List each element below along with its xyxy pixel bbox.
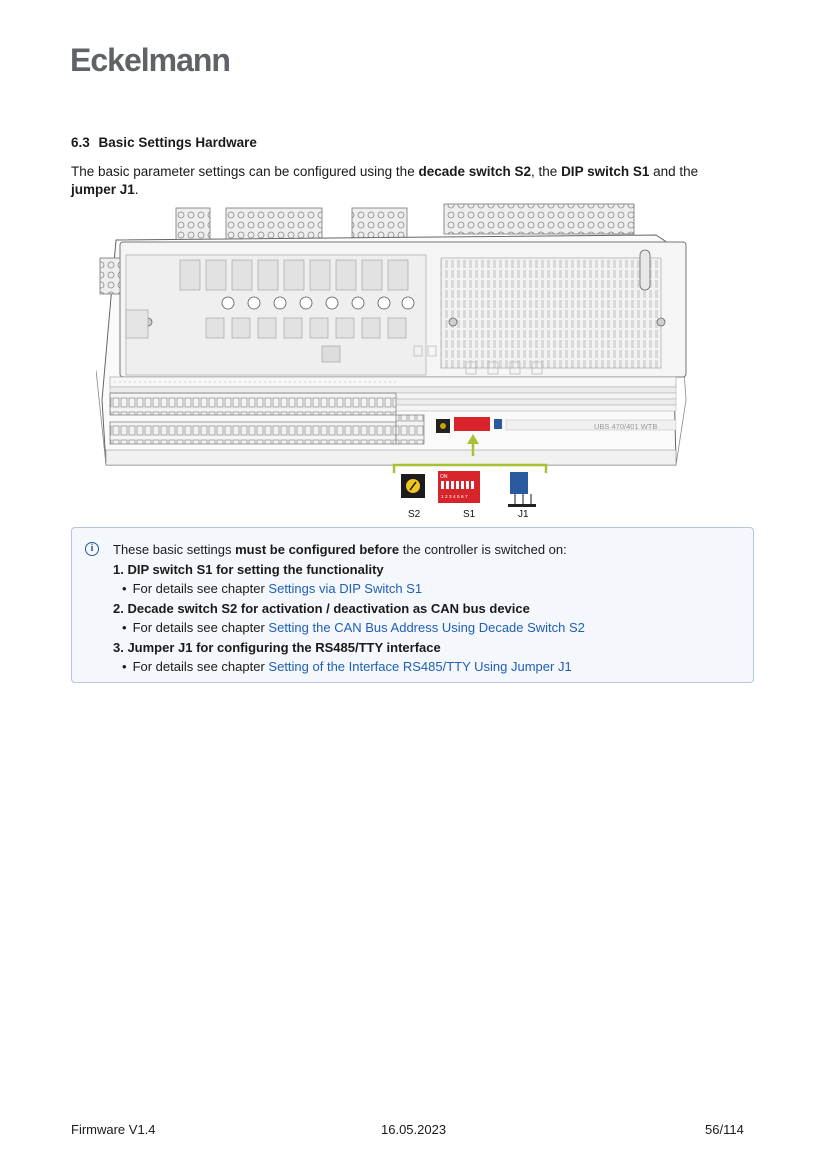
eckelmann-logo: Eckelmann (70, 42, 230, 78)
controller-hardware-illustration (96, 200, 696, 530)
s1-label: S1 (463, 509, 476, 520)
info-item-1-title: 1. DIP switch S1 for setting the functionality (113, 561, 384, 577)
section-heading (71, 135, 257, 150)
info-item-3-detail (113, 657, 743, 677)
section-title: Basic Settings Hardware (98, 135, 257, 150)
intro-text-4: . (134, 182, 139, 197)
info-item-3-detail-text: For details see chapter (132, 659, 269, 674)
intro-bold-dip-switch: DIP switch S1 (561, 164, 650, 179)
footer-date: 16.05.2023 (381, 1122, 447, 1137)
link-interface-rs485-tty[interactable]: Setting of the Interface RS485/TTY Using Jumper J1 (268, 659, 572, 674)
footer-firmware: Firmware V1.4 (71, 1122, 156, 1137)
j1-label: J1 (518, 509, 529, 520)
info-intro (113, 540, 743, 560)
info-item-1-detail-text: For details see chapter (132, 581, 269, 596)
dip-on-label: ON (440, 474, 448, 480)
info-item-2-detail (113, 618, 743, 638)
info-intro-bold: must be configured before (235, 542, 400, 557)
dip-numbers-label: 1 2 3 4 5 6 7 (441, 495, 468, 500)
info-body (113, 540, 743, 677)
info-panel (71, 527, 754, 683)
info-item-3-title: 3. Jumper J1 for configuring the RS485/TTY interface (113, 639, 441, 655)
intro-paragraph (71, 163, 761, 199)
serial-number-label: UBS 470/401 WTB (594, 422, 658, 431)
info-item-1-detail (113, 579, 743, 599)
intro-text-1: The basic parameter settings can be configured using the (71, 164, 419, 179)
info-intro-text-2: the controller is switched on: (399, 542, 567, 557)
info-item-2-detail-text: For details see chapter (132, 620, 269, 635)
intro-bold-jumper: jumper J1 (71, 182, 135, 197)
info-icon: i (85, 542, 99, 556)
info-intro-text-1: These basic settings (113, 542, 236, 557)
intro-text-2: , the (531, 164, 562, 179)
intro-text-3: and the (649, 164, 699, 179)
s2-label: S2 (408, 509, 421, 520)
intro-bold-decade-switch: decade switch S2 (418, 164, 532, 179)
link-settings-dip-switch-s1[interactable]: Settings via DIP Switch S1 (268, 581, 423, 596)
footer-page-number: 56/114 (705, 1122, 744, 1137)
info-item-2-title: 2. Decade switch S2 for activation / deactivation as CAN bus device (113, 600, 530, 616)
link-can-bus-address[interactable]: Setting the CAN Bus Address Using Decade Switch S2 (268, 620, 585, 635)
section-number: 6.3 (71, 135, 90, 150)
